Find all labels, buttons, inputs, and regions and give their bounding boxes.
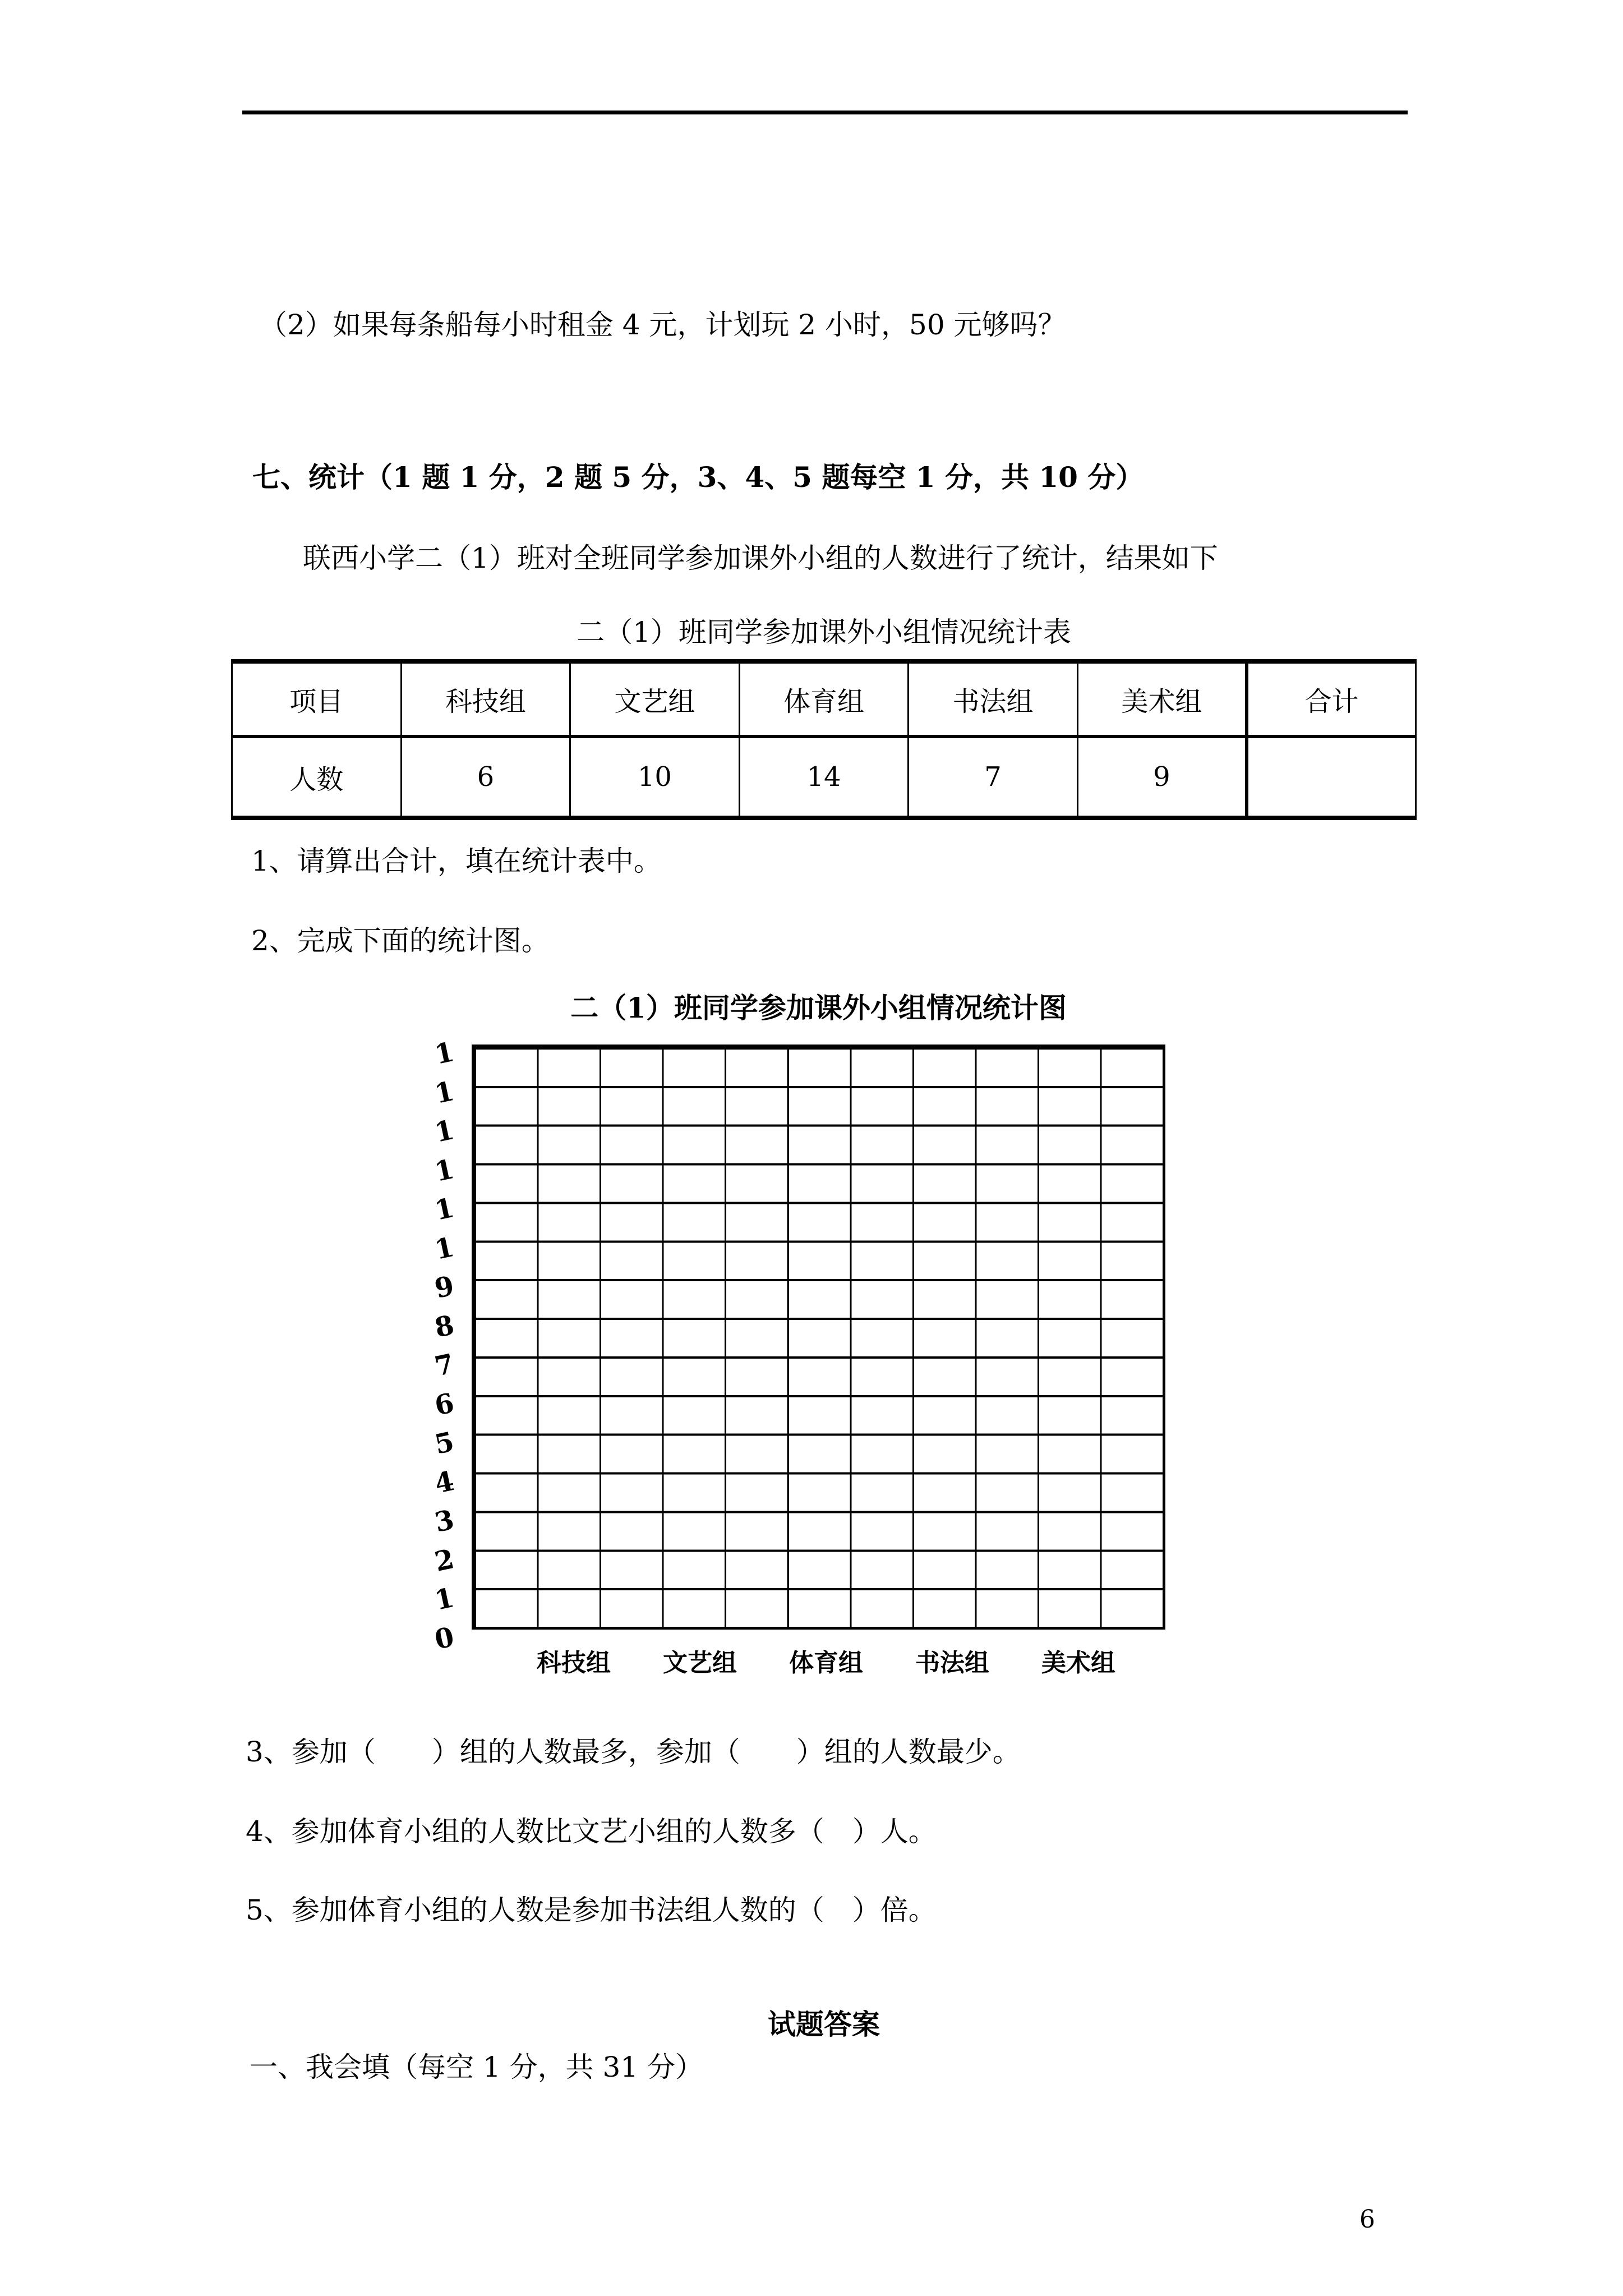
- y-axis-label: 2: [432, 1543, 457, 1578]
- table-header-cell: 文艺组: [570, 661, 740, 737]
- y-axis-label: 1: [432, 1036, 457, 1071]
- stats-table: [231, 659, 1417, 820]
- table-header-cell-total: 合计: [1247, 661, 1416, 737]
- y-axis-label: 4: [432, 1465, 457, 1500]
- y-axis-label: 0: [432, 1621, 457, 1656]
- y-axis-label: 1: [432, 1582, 457, 1617]
- table-value-cell: 7: [909, 737, 1078, 818]
- question-1: 1、请算出合计，填在统计表中。: [251, 845, 662, 877]
- y-axis-label: 3: [432, 1504, 457, 1539]
- table-value-cell: 14: [739, 737, 909, 818]
- y-axis-label: 6: [432, 1387, 457, 1422]
- x-axis-label: 文艺组: [663, 1649, 737, 1677]
- chart-title: 二（1）班同学参加课外小组情况统计图: [570, 991, 1067, 1024]
- table-value-cell: 9: [1077, 737, 1247, 818]
- question-5: 5、参加体育小组的人数是参加书法组人数的（ ）倍。: [246, 1894, 937, 1926]
- table-header-cell: 体育组: [739, 661, 909, 737]
- x-axis-label: 美术组: [1041, 1649, 1115, 1677]
- x-axis-label: 体育组: [789, 1649, 863, 1677]
- y-axis-label: 1: [432, 1075, 457, 1110]
- y-axis-label: 7: [432, 1348, 457, 1383]
- section-intro: 联西小学二（1）班对全班同学参加课外小组的人数进行了统计，结果如下: [303, 542, 1218, 574]
- chart-grid: [472, 1045, 1165, 1630]
- question-3: 3、参加（ ）组的人数最多，参加（ ）组的人数最少。: [246, 1736, 1021, 1768]
- question-2: 2、完成下面的统计图。: [251, 924, 550, 957]
- x-axis-label: 书法组: [915, 1649, 989, 1677]
- table-header-cell: 书法组: [909, 661, 1078, 737]
- question-4: 4、参加体育小组的人数比文艺小组的人数多（ ）人。: [246, 1815, 937, 1848]
- table-title: 二（1）班同学参加课外小组情况统计表: [577, 616, 1071, 648]
- table-row-label: 人数: [232, 737, 402, 818]
- table-header-cell: 科技组: [401, 661, 570, 737]
- x-axis-label: 科技组: [537, 1649, 611, 1677]
- y-axis-label: 8: [432, 1309, 457, 1344]
- y-axis-label: 1: [432, 1153, 457, 1188]
- y-axis-label: 9: [432, 1270, 457, 1305]
- table-header-row: [232, 661, 1416, 737]
- table-header-cell: 项目: [232, 661, 402, 737]
- table-data-row: [232, 737, 1416, 818]
- y-axis-label: 5: [432, 1426, 457, 1461]
- section-heading: 七、统计（1 题 1 分，2 题 5 分，3、4、5 题每空 1 分，共 10 分）: [252, 461, 1144, 494]
- table-value-cell: 10: [570, 737, 740, 818]
- page-number: 6: [1359, 2205, 1375, 2234]
- table-value-cell: 6: [401, 737, 570, 818]
- answers-section-1: 一、我会填（每空 1 分，共 31 分）: [250, 2051, 704, 2083]
- y-axis-label: 1: [432, 1114, 457, 1149]
- table-total-blank-cell: [1247, 737, 1416, 818]
- table-header-cell: 美术组: [1077, 661, 1247, 737]
- header-rule: [242, 111, 1408, 114]
- question-boat-rental: （2）如果每条船每小时租金 4 元，计划玩 2 小时，50 元够吗？: [259, 309, 1066, 341]
- answers-heading: 试题答案: [768, 2008, 880, 2041]
- y-axis-label: 1: [432, 1192, 457, 1227]
- y-axis-label: 1: [432, 1231, 457, 1266]
